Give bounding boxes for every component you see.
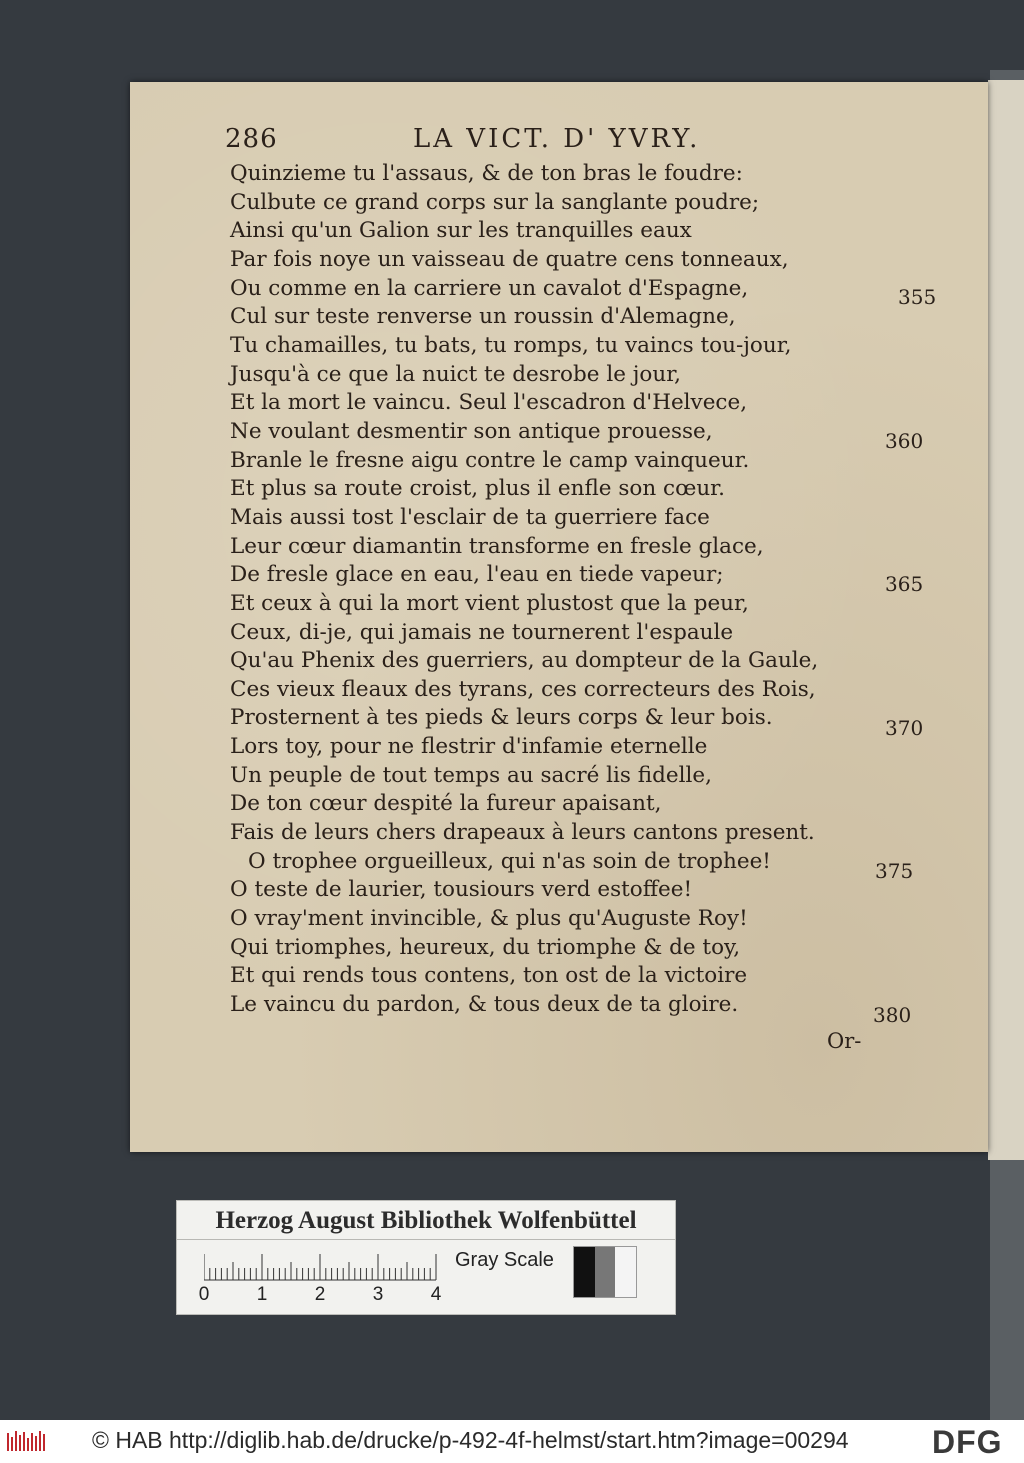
dfg-logo: DFG — [932, 1424, 1003, 1460]
verse-line: Leur cœur diamantin transforme en fresle glace, — [230, 534, 764, 559]
verse-line: Cul sur teste renverse un roussin d'Alemagne, — [230, 304, 736, 329]
verse-line: Un peuple de tout temps au sacré lis fidelle, — [230, 763, 712, 788]
ruler-number: 3 — [372, 1284, 384, 1305]
ruler-scale — [204, 1251, 444, 1281]
verse-line: Jusqu'à ce que la nuict te desrobe le jour, — [230, 362, 681, 387]
verse-line: Ou comme en la carriere un cavalot d'Espagne, — [230, 276, 749, 301]
ruler-number: 2 — [314, 1284, 326, 1305]
line-number: 380 — [873, 1003, 912, 1027]
running-head — [225, 124, 785, 164]
book-page — [130, 82, 988, 1152]
verse-line: Fais de leurs chers drapeaux à leurs cantons present. — [230, 820, 815, 845]
line-number: 375 — [875, 859, 914, 883]
verse-line: Le vaincu du pardon, & tous deux de ta gloire. — [230, 992, 739, 1017]
verse-line: Culbute ce grand corps sur la sanglante poudre; — [230, 190, 760, 215]
verse-line: Tu chamailles, tu bats, tu romps, tu vaincs tou-jour, — [230, 333, 792, 358]
label-divider — [177, 1239, 675, 1240]
running-title: LA VICT. D' YVRY. — [413, 124, 701, 154]
ruler-number: 4 — [430, 1284, 442, 1305]
line-number: 360 — [885, 429, 924, 453]
verse-line: Qui triomphes, heureux, du triomphe & de toy, — [230, 935, 741, 960]
verse-line: O trophee orgueilleux, qui n'as soin de trophee! — [248, 849, 771, 874]
ruler-number: 1 — [256, 1284, 268, 1305]
verse-line: Prosternent à tes pieds & leurs corps & leur bois. — [230, 705, 773, 730]
verse-line: Mais aussi tost l'esclair de ta guerriere face — [230, 505, 710, 530]
line-number: 365 — [885, 572, 924, 596]
verse-line: Ces vieux fleaux des tyrans, ces correcteurs des Rois, — [230, 677, 816, 702]
verse-line: O teste de laurier, tousiours verd estoffee! — [230, 877, 693, 902]
library-name: Herzog August Bibliothek Wolfenbüttel — [215, 1207, 637, 1234]
verse-line: Et la mort le vaincu. Seul l'escadron d'Helvece, — [230, 390, 748, 415]
line-number: 370 — [885, 716, 924, 740]
next-page-sliver — [988, 80, 1024, 1160]
gray-swatch-mid — [595, 1247, 616, 1297]
verse-line: De fresle glace en eau, l'eau en tiede vapeur; — [230, 562, 724, 587]
catchword: Or- — [827, 1029, 862, 1053]
line-number: 355 — [898, 285, 937, 309]
verse-line: Et qui rends tous contens, ton ost de la victoire — [230, 963, 748, 988]
gray-scale-swatches — [573, 1246, 637, 1298]
verse-line: Ne voulant desmentir son antique prouesse, — [230, 419, 713, 444]
verse-line: Quinzieme tu l'assaus, & de ton bras le foudre: — [230, 161, 743, 186]
library-label-card — [176, 1200, 676, 1315]
verse-line: Et ceux à qui la mort vient plustost que la peur, — [230, 591, 749, 616]
gray-swatch-dark — [574, 1247, 595, 1297]
verse-line: Par fois noye un vaisseau de quatre cens tonneaux, — [230, 247, 789, 272]
gray-scale-label: Gray Scale — [455, 1249, 554, 1271]
verse-line: Qu'au Phenix des guerriers, au dompteur de la Gaule, — [230, 648, 819, 673]
verse-line: Et plus sa route croist, plus il enfle son cœur. — [230, 476, 725, 501]
verse-line: O vray'ment invincible, & plus qu'Auguste Roy! — [230, 906, 748, 931]
verse-line: Lors toy, pour ne flestrir d'infamie eternelle — [230, 734, 708, 759]
gray-swatch-light — [615, 1247, 636, 1297]
verse-line: De ton cœur despité la fureur apaisant, — [230, 791, 662, 816]
hab-logo-icon — [6, 1429, 48, 1455]
verse-line: Branle le fresne aigu contre le camp vainqueur. — [230, 448, 750, 473]
copyright-url: © HAB http://diglib.hab.de/drucke/p-492-4f-helmst/start.htm?image=00294 — [92, 1427, 849, 1453]
viewer-footer — [0, 1420, 1024, 1463]
verse-line: Ceux, di-je, qui jamais ne tournerent l'espaule — [230, 620, 734, 645]
ruler-number: 0 — [198, 1284, 210, 1305]
verse-line: Ainsi qu'un Galion sur les tranquilles eaux — [230, 218, 692, 243]
page-number: 286 — [225, 124, 278, 154]
